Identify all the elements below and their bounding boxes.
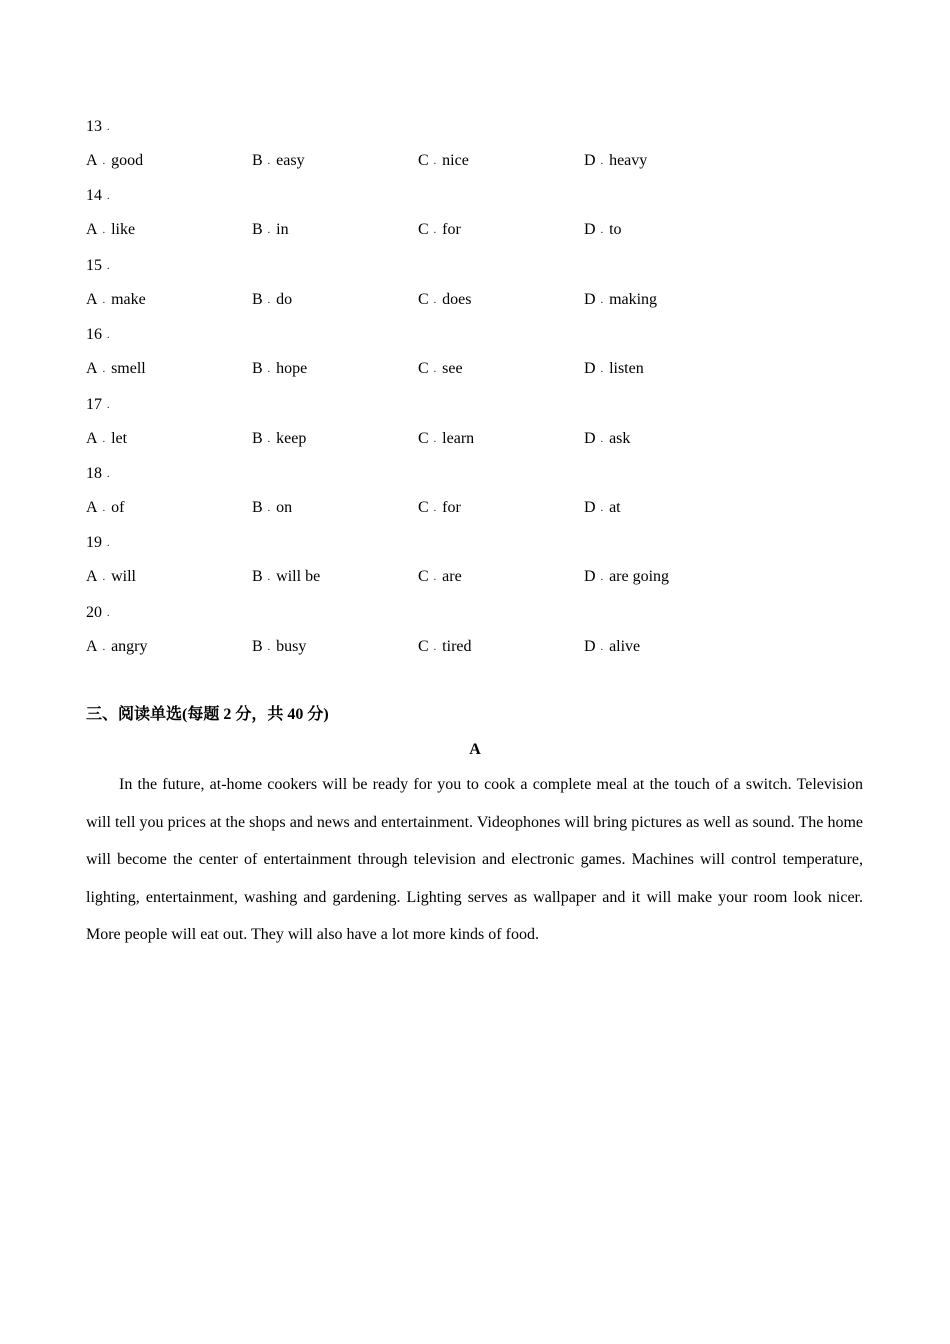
answer-option xyxy=(418,220,461,241)
option-dot: . xyxy=(267,641,271,653)
option-text: are going xyxy=(609,568,670,586)
option-dot: . xyxy=(102,156,106,167)
option-text: listen xyxy=(609,360,644,378)
answer-option xyxy=(86,151,143,172)
option-dot: . xyxy=(433,572,437,584)
option-letter: B xyxy=(252,290,263,308)
option-letter: A xyxy=(86,221,98,239)
answer-option xyxy=(86,637,148,658)
question-number-value: 13 xyxy=(86,118,102,135)
answer-option xyxy=(418,498,461,519)
option-dot: . xyxy=(600,572,604,584)
answer-option xyxy=(86,429,127,450)
option-dot: . xyxy=(600,225,604,237)
option-dot: . xyxy=(600,156,604,167)
option-dot: . xyxy=(267,503,271,514)
question-number-dot: . xyxy=(107,399,110,411)
option-letter: A xyxy=(86,290,98,308)
option-text: alive xyxy=(609,637,641,655)
option-letter: A xyxy=(86,568,98,586)
option-letter: C xyxy=(418,429,429,447)
question-number xyxy=(86,603,116,624)
question-number xyxy=(86,533,116,554)
question-number xyxy=(86,464,116,485)
option-letter: C xyxy=(418,360,429,378)
option-dot: . xyxy=(600,294,604,306)
question-number xyxy=(86,256,116,277)
option-letter: D xyxy=(584,221,596,239)
option-dot: . xyxy=(267,225,271,237)
option-letter: B xyxy=(252,568,263,586)
option-text: good xyxy=(111,152,144,169)
option-letter: C xyxy=(418,221,429,239)
answer-option xyxy=(584,290,657,311)
option-text: for xyxy=(442,499,461,516)
answer-option xyxy=(86,220,135,241)
option-text: easy xyxy=(276,152,305,169)
question-number-dot: . xyxy=(107,538,110,550)
answer-option xyxy=(418,359,463,380)
option-letter: C xyxy=(418,290,429,308)
question-number-dot: . xyxy=(107,330,110,342)
option-text: does xyxy=(442,290,472,308)
option-letter: B xyxy=(252,499,263,516)
option-letter: C xyxy=(418,152,429,169)
option-letter: D xyxy=(584,499,596,516)
option-text: of xyxy=(111,499,125,516)
option-text: on xyxy=(276,499,293,516)
answer-option xyxy=(418,429,474,450)
option-dot: . xyxy=(102,433,106,445)
answer-option xyxy=(86,498,124,519)
question-number-value: 14 xyxy=(86,187,102,205)
question-number xyxy=(86,186,116,207)
question-number-value: 15 xyxy=(86,256,102,274)
option-letter: D xyxy=(584,360,596,378)
option-text: tired xyxy=(442,637,472,655)
option-dot: . xyxy=(433,503,437,514)
option-text: heavy xyxy=(609,152,648,169)
option-text: make xyxy=(111,290,146,308)
option-text: ask xyxy=(609,429,631,447)
question-number-dot: . xyxy=(107,469,110,480)
passage-text: In the future, at-home cookers will be ready for you to cook a complete meal at the touch of a switch. Television will tell you prices at the shops and news and entertainment. Videophones will bring pictures as well as sound. The home will become the center of entertainment through television and electronic games. Machines will control temperature, lighting, entertainment, washing and gardening. Lighting serves as wallpaper and it will make your room look nicer. More people will eat out. They will also have a lot more kinds of food. xyxy=(86,776,863,943)
question-number-value: 17 xyxy=(86,395,102,413)
option-text: let xyxy=(111,429,128,447)
option-text: keep xyxy=(276,429,307,447)
question-number-value: 16 xyxy=(86,326,102,344)
section-heading: 三、阅读单选(每题 2 分，共 40 分) xyxy=(86,706,329,723)
option-dot: . xyxy=(267,156,271,167)
question-number-value: 20 xyxy=(86,603,102,621)
passage-title: A xyxy=(469,741,481,758)
option-text: making xyxy=(609,290,658,308)
option-letter: C xyxy=(418,499,429,516)
option-text: nice xyxy=(442,152,469,169)
question-number xyxy=(86,117,116,138)
option-dot: . xyxy=(267,294,271,306)
option-dot: . xyxy=(433,641,437,653)
answer-option xyxy=(418,567,462,588)
question-number xyxy=(86,325,116,346)
answer-option xyxy=(252,429,306,450)
option-letter: C xyxy=(418,637,429,655)
answer-option xyxy=(252,220,289,241)
option-dot: . xyxy=(600,503,604,514)
option-text: do xyxy=(276,290,293,308)
question-number xyxy=(86,395,116,416)
option-dot: . xyxy=(600,641,604,653)
answer-option xyxy=(584,151,647,172)
option-dot: . xyxy=(102,503,106,514)
question-number-dot: . xyxy=(107,260,110,272)
option-dot: . xyxy=(433,294,437,306)
option-letter: A xyxy=(86,152,98,169)
answer-option xyxy=(252,637,306,658)
answer-option xyxy=(584,359,644,380)
option-text: at xyxy=(609,499,621,516)
option-letter: A xyxy=(86,637,98,655)
option-text: learn xyxy=(442,429,475,447)
question-number-value: 18 xyxy=(86,465,102,482)
answer-option xyxy=(584,498,621,519)
option-dot: . xyxy=(433,364,437,376)
answer-option xyxy=(584,220,622,241)
question-number-dot: . xyxy=(107,191,110,203)
option-text: are xyxy=(442,568,462,586)
option-dot: . xyxy=(267,572,271,584)
option-letter: A xyxy=(86,499,98,516)
answer-option xyxy=(418,290,472,311)
option-letter: D xyxy=(584,568,596,586)
answer-option xyxy=(252,498,292,519)
answer-option xyxy=(252,359,307,380)
answer-option xyxy=(252,290,292,311)
option-text: busy xyxy=(276,637,307,655)
question-number-dot: . xyxy=(107,122,110,133)
option-text: will be xyxy=(276,568,321,586)
question-number-value: 19 xyxy=(86,534,102,552)
answer-option xyxy=(584,567,669,588)
option-letter: B xyxy=(252,429,263,447)
option-dot: . xyxy=(600,433,604,445)
option-dot: . xyxy=(433,156,437,167)
answer-option xyxy=(584,429,630,450)
option-letter: D xyxy=(584,290,596,308)
answer-option xyxy=(584,637,640,658)
option-letter: D xyxy=(584,429,596,447)
option-dot: . xyxy=(433,225,437,237)
option-letter: A xyxy=(86,360,98,378)
question-number-dot: . xyxy=(107,607,110,619)
answer-option xyxy=(418,637,472,658)
answer-option xyxy=(86,567,136,588)
option-letter: C xyxy=(418,568,429,586)
option-text: in xyxy=(276,221,289,239)
option-text: see xyxy=(442,360,463,378)
option-text: smell xyxy=(111,360,146,378)
option-text: will xyxy=(111,568,136,586)
option-dot: . xyxy=(102,572,106,584)
option-dot: . xyxy=(267,433,271,445)
option-letter: B xyxy=(252,637,263,655)
answer-option xyxy=(86,290,146,311)
option-text: angry xyxy=(111,637,148,655)
answer-option xyxy=(86,359,146,380)
option-dot: . xyxy=(102,641,106,653)
option-dot: . xyxy=(102,294,106,306)
option-letter: B xyxy=(252,221,263,239)
answer-option xyxy=(252,567,320,588)
option-text: for xyxy=(442,221,461,239)
answer-option xyxy=(418,151,469,172)
option-letter: B xyxy=(252,360,263,378)
option-dot: . xyxy=(102,364,106,376)
option-letter: D xyxy=(584,152,596,169)
option-letter: D xyxy=(584,637,596,655)
option-letter: B xyxy=(252,152,263,169)
option-dot: . xyxy=(267,364,271,376)
answer-option xyxy=(252,151,305,172)
option-text: hope xyxy=(276,360,308,378)
option-letter: A xyxy=(86,429,98,447)
option-dot: . xyxy=(102,225,106,237)
option-text: to xyxy=(609,221,622,239)
option-text: like xyxy=(111,221,136,239)
option-dot: . xyxy=(600,364,604,376)
option-dot: . xyxy=(433,433,437,445)
